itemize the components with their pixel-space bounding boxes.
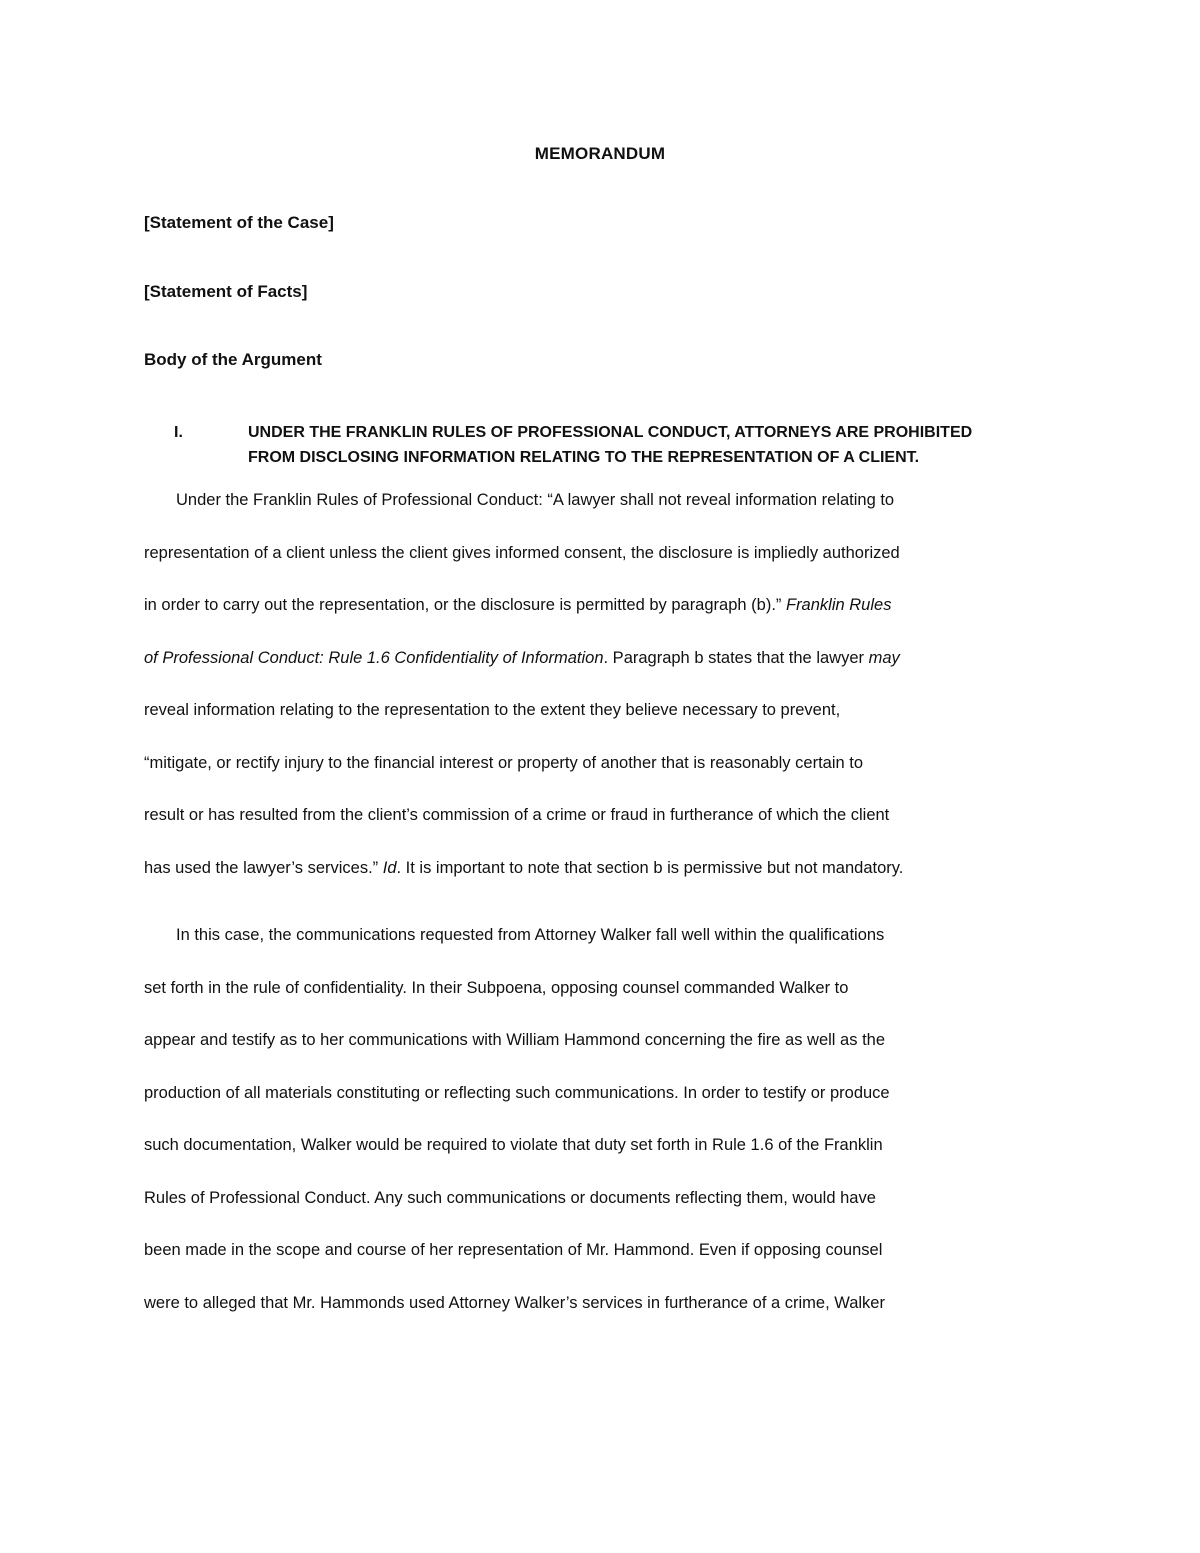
paragraph-line: were to alleged that Mr. Hammonds used Attorney Walker’s services in furtherance of a crime, Walker <box>144 1293 885 1312</box>
paragraph-line: In this case, the communications requested from Attorney Walker fall well within the qualifications <box>176 926 885 944</box>
paragraph-text: has used the lawyer’s services.” <box>144 858 383 877</box>
emphasis-italic: may <box>868 648 900 667</box>
paragraph-line: “mitigate, or rectify injury to the financial interest or property of another that is reasonably certain to <box>144 753 864 772</box>
point-heading-line-2: FROM DISCLOSING INFORMATION RELATING TO THE REPRESENTATION OF A CLIENT. <box>248 449 920 466</box>
citation-italic: of Professional Conduct: Rule 1.6 Confidentiality of Information <box>144 648 604 667</box>
point-heading-line-1: UNDER THE FRANKLIN RULES OF PROFESSIONAL CONDUCT, ATTORNEYS ARE PROHIBITED <box>248 424 973 441</box>
citation-italic: Id <box>382 858 397 877</box>
paragraph-line: result or has resulted from the client’s commission of a crime or fraud in furtherance of which the client <box>144 806 890 824</box>
memo-title: MEMORANDUM <box>534 144 666 163</box>
citation-italic: Franklin Rules <box>785 596 892 614</box>
paragraph-text: . It is important to note that section b is permissive but not mandatory. <box>396 858 904 877</box>
heading-statement-of-case: [Statement of the Case] <box>144 213 334 232</box>
paragraph-text: . Paragraph b states that the lawyer <box>603 648 869 667</box>
paragraph-line: production of all materials constituting or reflecting such communications. In order to testify or produce <box>144 1083 890 1102</box>
argument-point-one <box>144 420 1056 470</box>
paragraph-line: Under the Franklin Rules of Professional Conduct: “A lawyer shall not reveal information relating to <box>176 491 895 509</box>
heading-statement-of-facts: [Statement of Facts] <box>144 282 308 301</box>
heading-body-of-argument: Body of the Argument <box>144 350 322 369</box>
paragraph-line <box>144 632 1056 685</box>
paragraph-application <box>144 909 1056 1329</box>
paragraph-line: appear and testify as to her communications with William Hammond concerning the fire as well as the <box>144 1031 886 1049</box>
paragraph-line: set forth in the rule of confidentiality. In their Subpoena, opposing counsel commanded Walker to <box>144 978 849 997</box>
paragraph-line: representation of a client unless the client gives informed consent, the disclosure is impliedly authorized <box>144 543 900 562</box>
paragraph-line: been made in the scope and course of her representation of Mr. Hammond. Even if opposing counsel <box>144 1241 883 1259</box>
point-number: I. <box>174 424 183 441</box>
paragraph-line: such documentation, Walker would be required to violate that duty set forth in Rule 1.6 of the Franklin <box>144 1136 883 1154</box>
paragraph-rule-statement <box>144 474 1056 894</box>
paragraph-line <box>144 842 1056 895</box>
paragraph-text: in order to carry out the representation, or the disclosure is permitted by paragraph (b).” <box>144 596 786 614</box>
paragraph-line <box>144 579 1056 632</box>
paragraph-line: reveal information relating to the representation to the extent they believe necessary to prevent, <box>144 701 841 719</box>
paragraph-line: Rules of Professional Conduct. Any such communications or documents reflecting them, would have <box>144 1188 876 1207</box>
